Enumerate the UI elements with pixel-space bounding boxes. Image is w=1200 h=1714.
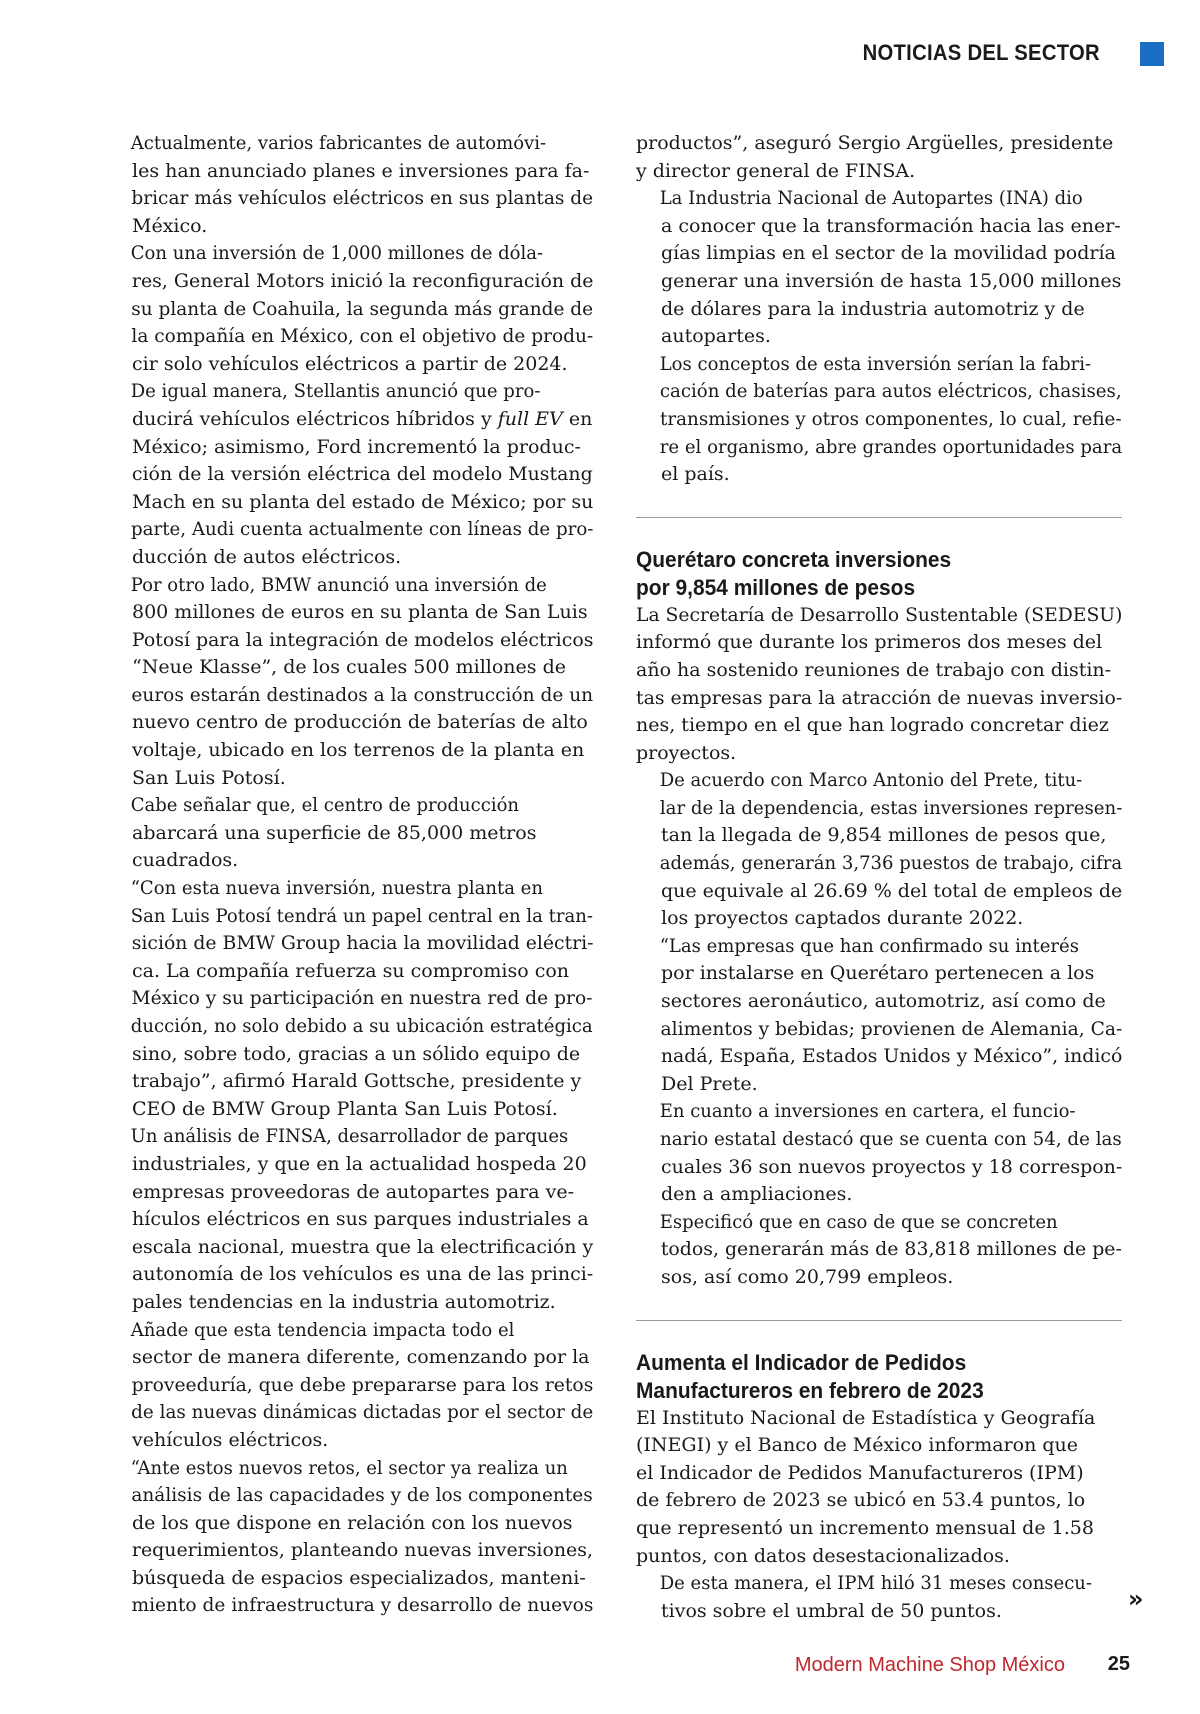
text-line: Del Prete. (661, 1072, 758, 1095)
text-line: (INEGI) y el Banco de México informaron que (636, 1434, 1079, 1457)
text-run: ducirá vehículos eléctricos híbridos y (132, 407, 498, 430)
text-line: “Con esta nueva inversión, nuestra planta en (130, 877, 543, 900)
text-line: ca. La compañía refuerza su compromiso con (132, 959, 570, 982)
text-line: El Instituto Nacional de Estadística y Geografía (636, 1406, 1096, 1429)
section-header: NOTICIAS DEL SECTOR (862, 40, 1100, 65)
double-chevron-right-icon: » (1128, 1585, 1144, 1613)
text-line: sición de BMW Group hacia la movilidad eléctri- (131, 932, 594, 955)
text-line: que equivale al 26.69 % del total de empleos de (661, 879, 1123, 902)
text-line: Cabe señalar que, el centro de producción (130, 794, 520, 817)
body-paragraph (107, 572, 593, 793)
text-line: autopartes. (661, 325, 771, 348)
body-paragraph (107, 378, 593, 571)
text-line: La Industria Nacional de Autopartes (INA) dio (659, 187, 1083, 210)
text-line: Especificó que en caso de que se concreten (659, 1210, 1058, 1233)
right-column (636, 130, 1122, 1625)
text-line: ducción de autos eléctricos. (132, 545, 402, 568)
text-line: su planta de Coahuila, la segunda más grande de (131, 297, 594, 320)
text-line: México y su participación en nuestra red de pro- (131, 987, 593, 1010)
text-line: tivos sobre el umbral de 50 puntos. (661, 1599, 1002, 1622)
text-line: año ha sostenido reuniones de trabajo con distin- (636, 658, 1112, 681)
text-line: y director general de FINSA. (636, 159, 916, 182)
body-paragraph (636, 767, 1122, 933)
text-line-with-italic (107, 406, 593, 434)
body-paragraph (636, 130, 1122, 185)
text-line: abarcará una superficie de 85,000 metros (132, 821, 537, 844)
article-title-queretaro (636, 546, 1122, 602)
text-line: de febrero de 2023 se ubicó en 53.4 puntos, lo (636, 1489, 1086, 1512)
body-paragraph (107, 1123, 593, 1316)
text-line: la compañía en México, con el objetivo de produ- (131, 325, 594, 348)
text-line: De acuerdo con Marco Antonio del Prete, titu- (659, 769, 1083, 792)
text-line: además, generarán 3,736 puestos de trabajo, cifra (659, 852, 1123, 875)
text-line: De igual manera, Stellantis anunció que pro- (130, 380, 541, 403)
text-line: nuevo centro de producción de baterías de alto (132, 711, 588, 734)
text-line: miento de infraestructura y desarrollo de nuevos (131, 1594, 594, 1617)
text-line: empresas proveedoras de autopartes para ve- (132, 1180, 574, 1203)
text-line: de las nuevas dinámicas dictadas por el sector de (131, 1401, 594, 1424)
text-line: los proyectos captados durante 2022. (661, 907, 1024, 930)
text-line: San Luis Potosí. (132, 766, 286, 789)
text-line: parte, Audi cuenta actualmente con líneas de pro- (130, 518, 594, 541)
text-line: nario estatal destacó que se cuenta con 54, de las (660, 1128, 1122, 1150)
body-paragraph (636, 185, 1122, 351)
text-line: generar una inversión de hasta 15,000 millones (661, 269, 1122, 292)
text-line: “Ante estos nuevos retos, el sector ya realiza un (130, 1456, 568, 1479)
title-line: Manufactureros en febrero de 2023 (636, 1377, 984, 1403)
text-line: puntos, con datos desestacionalizados. (636, 1544, 1010, 1567)
text-line: ducción, no solo debido a su ubicación estratégica (130, 1015, 593, 1037)
text-line: proveeduría, que debe prepararse para los retos (131, 1373, 594, 1396)
text-line: “Las empresas que han confirmado su interés (659, 934, 1079, 957)
italic-term: full EV (497, 407, 563, 430)
text-line: que representó un incremento mensual de 1.58 (636, 1516, 1094, 1539)
text-line: autonomía de los vehículos es una de las princi- (132, 1263, 594, 1286)
text-line: México; asimismo, Ford incrementó la produc- (132, 435, 581, 458)
text-line: bricar más vehículos eléctricos en sus plantas de (131, 187, 594, 210)
text-line: cación de baterías para autos eléctricos, chasises, (659, 380, 1122, 403)
section-marker-square (1140, 42, 1164, 66)
text-line: euros estarán destinados a la construcción de un (131, 683, 594, 706)
body-paragraph (636, 602, 1122, 768)
text-line: voltaje, ubicado en los terrenos de la planta en (132, 739, 585, 762)
section-divider (636, 517, 1122, 518)
body-paragraph (636, 1570, 1122, 1625)
text-line: De esta manera, el IPM hiló 31 meses consecu- (659, 1572, 1093, 1595)
title-line: por 9,854 millones de pesos (636, 574, 916, 600)
text-line: escala nacional, muestra que la electrificación y (131, 1235, 594, 1258)
text-line: En cuanto a inversiones en cartera, el funcio- (659, 1100, 1076, 1123)
body-paragraph (107, 875, 593, 1123)
text-line: de dólares para la industria automotriz y de (661, 297, 1085, 320)
body-paragraph (107, 1317, 593, 1455)
text-line: cir solo vehículos eléctricos a partir de 2024. (132, 352, 568, 375)
page-number: 25 (1107, 1653, 1130, 1675)
text-line: res, General Motors inició la reconfiguración de (131, 269, 594, 292)
body-paragraph (107, 240, 593, 378)
text-line: hículos eléctricos en sus parques industriales a (132, 1208, 589, 1231)
text-line: proyectos. (636, 741, 737, 764)
text-line: ción de la versión eléctrica del modelo Mustang (131, 463, 593, 486)
text-line: productos”, aseguró Sergio Argüelles, presidente (636, 132, 1114, 154)
left-column (107, 130, 593, 1620)
text-line: a conocer que la transformación hacia las ener- (661, 214, 1121, 237)
text-line: pales tendencias en la industria automotriz. (132, 1290, 556, 1313)
text-line: por instalarse en Querétaro pertenecen a los (661, 962, 1095, 985)
body-paragraph (107, 792, 593, 875)
text-line: de los que dispone en relación con los nuevos (132, 1511, 573, 1534)
text-line: La Secretaría de Desarrollo Sustentable (SEDESU) (636, 603, 1123, 626)
body-paragraph (636, 351, 1122, 489)
text-line: sectores aeronáutico, automotriz, así como de (661, 990, 1106, 1013)
text-line: 800 millones de euros en su planta de San Luis (132, 601, 588, 624)
text-line: todos, generarán más de 83,818 millones de pe- (660, 1238, 1122, 1261)
body-paragraph (636, 1405, 1122, 1571)
text-line: Actualmente, varios fabricantes de automóvi- (130, 132, 547, 154)
text-line: sector de manera diferente, comenzando por la (132, 1346, 590, 1369)
text-line: análisis de las capacidades y de los componentes (131, 1484, 593, 1507)
text-line: trabajo”, afirmó Harald Gottsche, presidente y (132, 1070, 582, 1093)
article-title-ipm (636, 1349, 1122, 1405)
text-line: Los conceptos de esta inversión serían la fabri- (659, 352, 1092, 375)
text-line: nes, tiempo en el que han logrado concretar diez (636, 714, 1109, 737)
section-divider (636, 1320, 1122, 1321)
text-line: tan la llegada de 9,854 millones de pesos que, (661, 824, 1107, 847)
text-line: sino, sobre todo, gracias a un sólido equipo de (132, 1042, 581, 1065)
text-line: el país. (661, 463, 730, 486)
text-line: cuadrados. (132, 849, 239, 872)
text-line: el Indicador de Pedidos Manufactureros (IPM) (636, 1461, 1084, 1484)
text-line: tas empresas para la atracción de nuevas inversio- (636, 686, 1123, 709)
body-paragraph (107, 130, 593, 240)
text-line: México. (132, 214, 208, 237)
text-run: en (562, 407, 593, 430)
text-line: vehículos eléctricos. (132, 1428, 329, 1451)
body-paragraph (636, 1098, 1122, 1208)
text-line: cuales 36 son nuevos proyectos y 18 correspon- (661, 1155, 1123, 1178)
text-line: Potosí para la integración de modelos eléctricos (131, 628, 594, 651)
text-line: den a ampliaciones. (661, 1183, 853, 1206)
text-line: Mach en su planta del estado de México; por su (132, 490, 594, 513)
text-line: gías limpias en el sector de la movilidad podría (661, 242, 1116, 265)
text-line: informó que durante los primeros dos meses del (636, 631, 1103, 654)
text-line: CEO de BMW Group Planta San Luis Potosí. (132, 1097, 558, 1120)
text-line: Un análisis de FINSA, desarrollador de parques (130, 1125, 569, 1148)
text-line: requerimientos, planteando nuevas inversiones, (131, 1539, 593, 1562)
text-line: San Luis Potosí tendrá un papel central en la tran- (130, 904, 593, 927)
text-line: lar de la dependencia, estas inversiones represen- (659, 796, 1123, 819)
title-line: Aumenta el Indicador de Pedidos (636, 1349, 967, 1375)
text-line: alimentos y bebidas; provienen de Alemania, Ca- (660, 1017, 1123, 1040)
text-line: nadá, España, Estados Unidos y México”, indicó (660, 1045, 1123, 1068)
title-line: Querétaro concreta inversiones (636, 546, 952, 572)
body-paragraph (107, 1455, 593, 1621)
text-line: Añade que esta tendencia impacta todo el (130, 1318, 515, 1341)
footer-publication-name: Modern Machine Shop México (794, 1654, 1065, 1676)
text-line: Por otro lado, BMW anunció una inversión de (130, 573, 547, 596)
body-paragraph (636, 1209, 1122, 1292)
body-paragraph (636, 933, 1122, 1099)
text-line: “Neue Klasse”, de los cuales 500 millones de (132, 656, 566, 679)
text-line: les han anunciado planes e inversiones para fa- (132, 159, 590, 182)
text-line: sos, así como 20,799 empleos. (661, 1265, 954, 1288)
text-line: Con una inversión de 1,000 millones de dóla- (130, 242, 544, 265)
text-line: transmisiones y otros componentes, lo cual, refie- (660, 407, 1122, 430)
text-line: re el organismo, abre grandes oportunidades para (659, 435, 1123, 458)
text-line: búsqueda de espacios especializados, manteni- (132, 1566, 586, 1589)
text-line: industriales, y que en la actualidad hospeda 20 (132, 1152, 587, 1175)
